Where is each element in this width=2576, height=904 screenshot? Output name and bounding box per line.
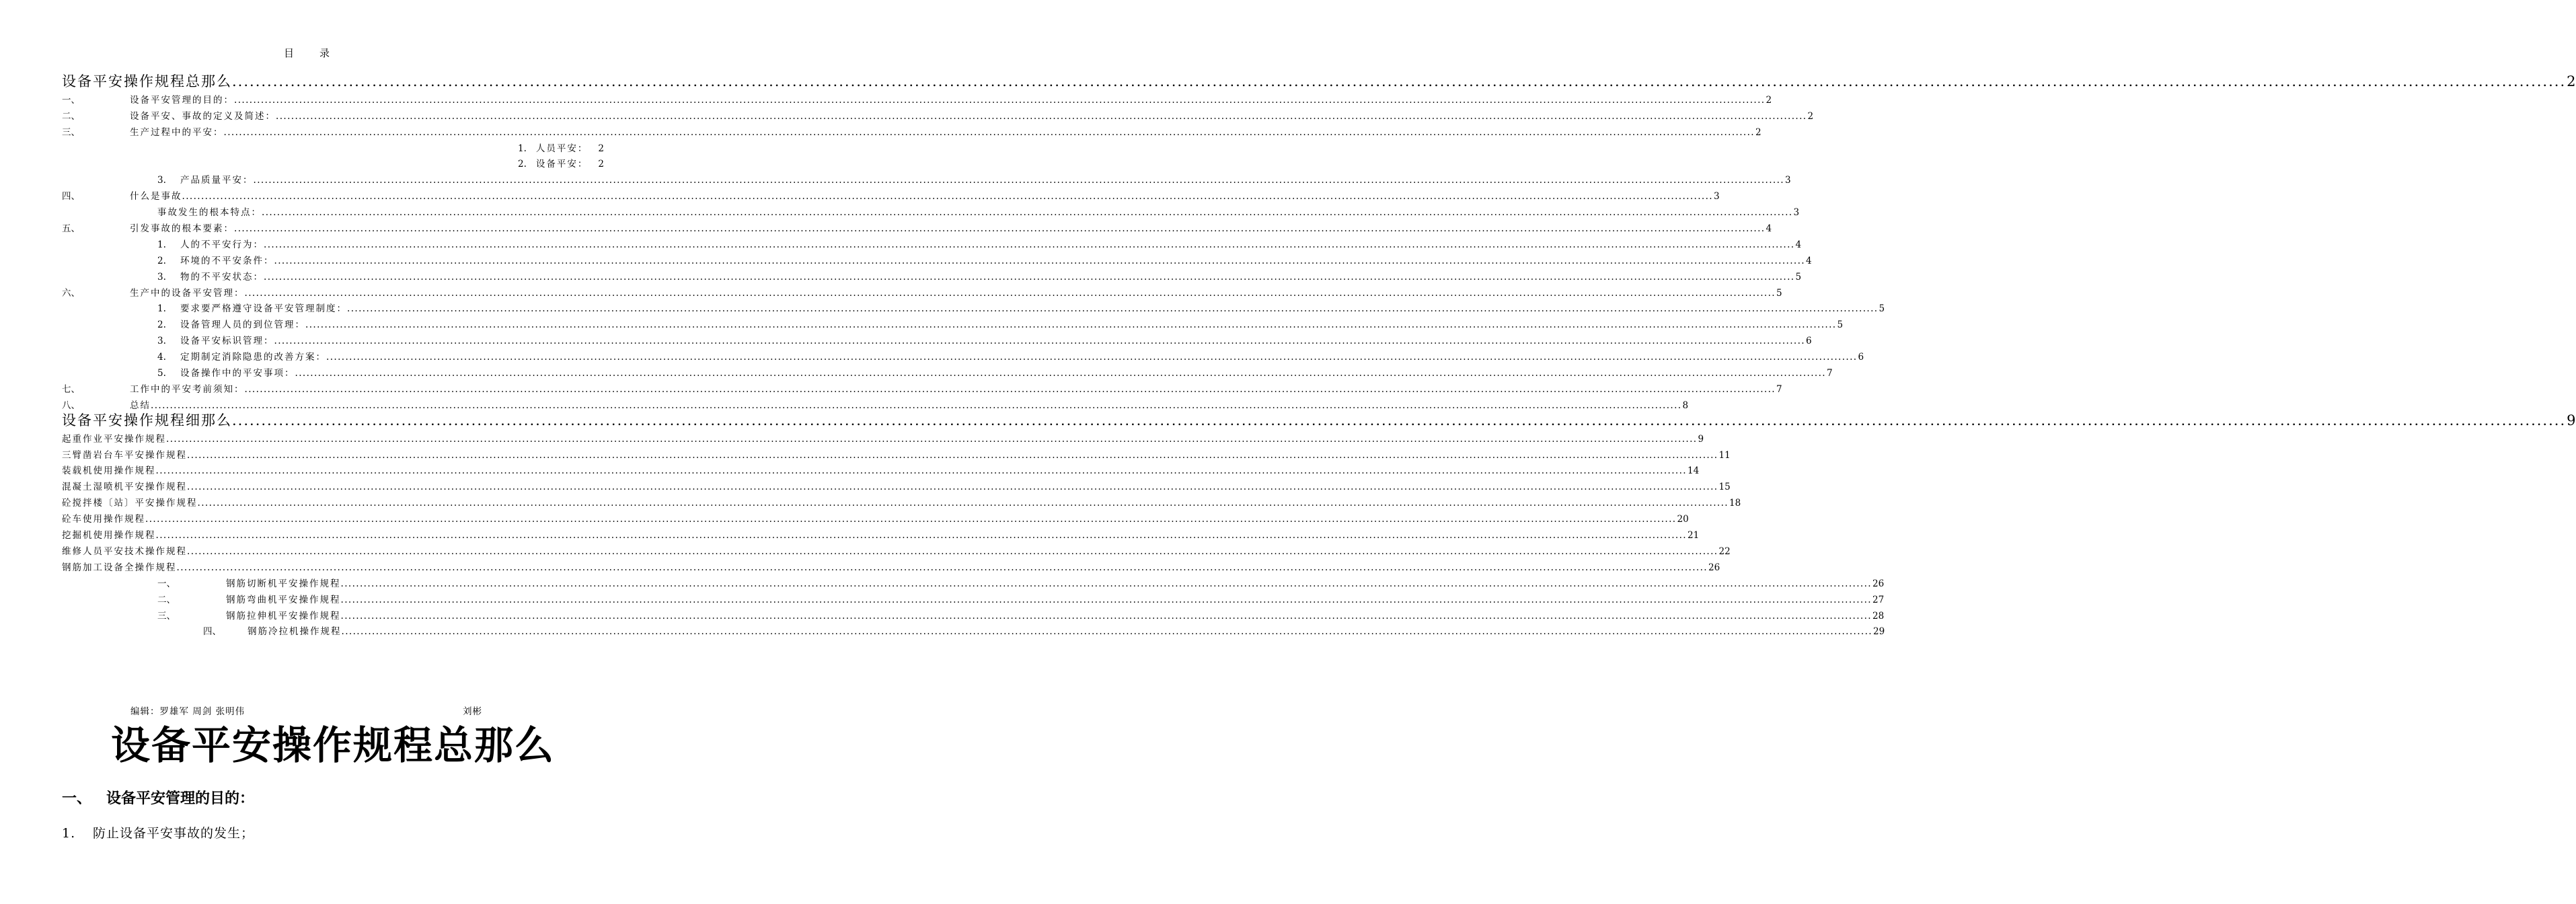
- toc-page-number: 2: [1807, 110, 1814, 122]
- toc-leader-dots: ................................................................................................................................................................................................................................................................................................................................................................................................................: [244, 287, 1776, 299]
- toc-leader-dots: ................................................................................................................................................................................................................................................................................................................................................................................................................: [223, 126, 1755, 138]
- toc-entry[interactable]: [62, 267, 1802, 283]
- toc-leader-dots: ................................................................................................................................................................................................................................................................................................................................................................................................................: [253, 175, 1785, 186]
- toc-entry-title: 钢筋切断机平安操作规程: [226, 578, 341, 589]
- toc-entry-number: 四、: [203, 626, 221, 638]
- toc-entry-title: 物的不平安状态：: [180, 271, 264, 282]
- toc-leader-dots: ................................................................................................................................................................................................................................................................................................................................................................................................................: [176, 562, 1708, 573]
- toc-entry[interactable]: [62, 235, 1802, 251]
- toc-entry[interactable]: [62, 186, 1720, 202]
- section-heading: [62, 787, 254, 808]
- toc-entry-title: 砼搅拌楼〔站〕平安操作规程: [62, 498, 198, 509]
- toc-page-number: 7: [1776, 383, 1782, 395]
- toc-entry[interactable]: [62, 622, 1885, 638]
- toc-entry-number: 一、: [62, 94, 80, 106]
- toc-page-number: 22: [1718, 545, 1731, 557]
- toc-entry-number: 3.: [157, 175, 166, 186]
- toc-entry[interactable]: [62, 219, 1772, 235]
- toc-entry[interactable]: [62, 251, 1812, 267]
- toc-entry-number: 2.: [518, 159, 527, 170]
- toc-leader-dots: ................................................................................................................................................................................................................................................................................................................................................................................................................: [187, 482, 1718, 493]
- toc-page-number: 11: [1718, 449, 1731, 461]
- toc-entry-number: 3.: [157, 271, 166, 282]
- toc-leader-dots: ................................................................................................................................................................................................................................................................................................................................................................................................................: [232, 73, 2567, 89]
- toc-leader-dots: ................................................................................................................................................................................................................................................................................................................................................................................................................: [244, 383, 1776, 395]
- toc-entry[interactable]: [62, 445, 1731, 461]
- toc-entry[interactable]: [62, 429, 1704, 445]
- toc-entry-title: 生产过程中的平安：: [130, 126, 224, 138]
- toc-page-number: 7: [1827, 368, 1833, 379]
- toc-entry-title: 设备平安：: [535, 159, 589, 170]
- toc-page-number: 5: [1879, 303, 1885, 315]
- toc-page-number: 4: [1795, 239, 1802, 250]
- table-of-contents: [62, 73, 2576, 638]
- toc-entry[interactable]: [62, 541, 1731, 558]
- toc-entry-number: 2.: [157, 255, 166, 266]
- toc-page-number: 9: [1698, 433, 1704, 445]
- toc-entry[interactable]: [62, 396, 1689, 412]
- toc-leader-dots: ................................................................................................................................................................................................................................................................................................................................................................................................................: [340, 610, 1872, 622]
- toc-page-number: 26: [1708, 562, 1720, 573]
- toc-entry[interactable]: [62, 90, 1772, 106]
- toc-entry-title: 事故发生的根本特点：: [157, 207, 262, 219]
- toc-page-number: 29: [1873, 626, 1885, 638]
- toc-page-number: 3: [1785, 175, 1791, 186]
- toc-entry-title: 三臂凿岩台车平安操作规程: [62, 449, 187, 461]
- toc-entry[interactable]: [62, 331, 1812, 347]
- toc-page-number: 2: [598, 159, 604, 170]
- toc-entry-number: 5.: [157, 368, 166, 379]
- toc-page-number: 3: [1714, 191, 1720, 202]
- toc-entry[interactable]: [62, 299, 1885, 315]
- toc-entry[interactable]: [62, 477, 1731, 493]
- toc-leader-dots: ................................................................................................................................................................................................................................................................................................................................................................................................................: [274, 336, 1806, 347]
- toc-entry-title: 设备平安、事故的定义及简述：: [130, 110, 276, 122]
- toc-entry-number: 二、: [62, 110, 80, 122]
- toc-page-number: 21: [1688, 530, 1700, 541]
- toc-entry[interactable]: [62, 283, 1782, 299]
- toc-entry-title: 人员平安：: [535, 143, 589, 154]
- toc-entry-number: 一、: [157, 578, 176, 589]
- toc-leader-dots: ................................................................................................................................................................................................................................................................................................................................................................................................................: [151, 400, 1682, 411]
- toc-entry[interactable]: [62, 493, 1741, 509]
- toc-page-number: 6: [1858, 352, 1864, 363]
- toc-leader-dots: ................................................................................................................................................................................................................................................................................................................................................................................................................: [340, 594, 1872, 605]
- toc-leader-dots: ................................................................................................................................................................................................................................................................................................................................................................................................................: [305, 319, 1837, 331]
- toc-entry[interactable]: [62, 525, 1700, 541]
- toc-leader-dots: ................................................................................................................................................................................................................................................................................................................................................................................................................: [234, 94, 1766, 106]
- toc-entry[interactable]: [62, 122, 1761, 139]
- toc-entry[interactable]: [62, 202, 1800, 219]
- toc-entry-number: 1.: [157, 239, 166, 250]
- toc-entry-number: 三、: [157, 610, 176, 622]
- toc-entry-title: 钢筋拉伸机平安操作规程: [226, 610, 341, 622]
- toc-entry-number: 三、: [62, 126, 80, 138]
- toc-entry[interactable]: [62, 139, 604, 155]
- main-title: 设备平安操作规程总那么: [110, 722, 555, 768]
- toc-entry-title: 维修人员平安技术操作规程: [62, 545, 187, 557]
- toc-entry-number: 四、: [62, 191, 80, 202]
- toc-entry-title: 混凝土湿喷机平安操作规程: [62, 482, 187, 493]
- list-item: [62, 823, 254, 841]
- toc-page-number: 6: [1806, 336, 1812, 347]
- toc-page-number: 2: [1766, 94, 1772, 106]
- toc-page-number: 8: [1682, 400, 1689, 411]
- toc-page-number: 9: [2567, 412, 2576, 428]
- editor-last-name: 刘彬: [463, 706, 482, 717]
- toc-entry[interactable]: [62, 574, 1885, 590]
- toc-page-number: 18: [1729, 498, 1741, 509]
- toc-page-number: 27: [1872, 594, 1885, 605]
- toc-entry-title: 工作中的平安考前须知：: [130, 383, 245, 395]
- section-number: 一、: [62, 790, 92, 807]
- toc-entry-title: 设备操作中的平安事项：: [180, 368, 295, 379]
- toc-entry[interactable]: [62, 315, 1844, 331]
- toc-leader-dots: ................................................................................................................................................................................................................................................................................................................................................................................................................: [262, 207, 1793, 219]
- toc-page-number: 2: [598, 143, 604, 154]
- toc-entry[interactable]: [62, 106, 1814, 122]
- toc-entry-number: 1.: [518, 143, 527, 154]
- toc-entry[interactable]: [62, 509, 1689, 525]
- toc-entry-title: 起重作业平安操作规程: [62, 433, 166, 445]
- toc-entry-title: 装载机使用操作规程: [62, 465, 156, 477]
- toc-page-number: 2: [2567, 73, 2576, 89]
- toc-entry-title: 环境的不平安条件：: [180, 255, 274, 266]
- toc-entry-number: 2.: [157, 319, 166, 331]
- toc-leader-dots: ................................................................................................................................................................................................................................................................................................................................................................................................................: [232, 412, 2567, 428]
- toc-leader-dots: ................................................................................................................................................................................................................................................................................................................................................................................................................: [187, 449, 1718, 461]
- toc-page-number: 4: [1806, 255, 1812, 266]
- toc-entry-title: 钢筋弯曲机平安操作规程: [226, 594, 341, 605]
- toc-leader-dots: ................................................................................................................................................................................................................................................................................................................................................................................................................: [295, 368, 1827, 379]
- toc-entry[interactable]: [62, 170, 1791, 186]
- editor-names: 编辑：罗雄军 周剑 张明伟: [130, 706, 245, 717]
- toc-page-number: 5: [1776, 287, 1782, 299]
- toc-leader-dots: ................................................................................................................................................................................................................................................................................................................................................................................................................: [326, 352, 1858, 363]
- toc-page-number: 3: [1793, 207, 1800, 219]
- toc-page-number: 15: [1718, 482, 1731, 493]
- toc-entry[interactable]: [62, 379, 1782, 396]
- toc-entry-title: 引发事故的根本要素：: [130, 223, 234, 235]
- toc-leader-dots: ................................................................................................................................................................................................................................................................................................................................................................................................................: [197, 498, 1729, 509]
- toc-entry-number: 八、: [62, 400, 80, 411]
- toc-leader-dots: ................................................................................................................................................................................................................................................................................................................................................................................................................: [347, 303, 1879, 315]
- toc-entry-title: 设备平安操作规程细那么: [62, 412, 232, 428]
- toc-entry[interactable]: [62, 606, 1885, 622]
- toc-entry-title: 砼车使用操作规程: [62, 514, 145, 525]
- toc-page-number: 4: [1766, 223, 1772, 235]
- toc-leader-dots: ................................................................................................................................................................................................................................................................................................................................................................................................................: [166, 433, 1698, 445]
- toc-leader-dots: ................................................................................................................................................................................................................................................................................................................................................................................................................: [155, 465, 1688, 477]
- toc-entry-number: 六、: [62, 287, 80, 299]
- toc-leader-dots: ................................................................................................................................................................................................................................................................................................................................................................................................................: [187, 545, 1718, 557]
- toc-entry-number: 4.: [157, 352, 166, 363]
- toc-entry-title: 设备管理人员的到位管理：: [180, 319, 305, 331]
- toc-page-number: 14: [1688, 465, 1700, 477]
- toc-leader-dots: ................................................................................................................................................................................................................................................................................................................................................................................................................: [340, 578, 1872, 589]
- toc-entry-title: 设备平安操作规程总那么: [62, 73, 232, 89]
- toc-leader-dots: ................................................................................................................................................................................................................................................................................................................................................................................................................: [182, 191, 1714, 202]
- toc-entry-title: 钢筋冷拉机操作规程: [248, 626, 342, 638]
- list-item-number: 1.: [62, 826, 76, 841]
- toc-entry[interactable]: [62, 412, 2576, 429]
- toc-leader-dots: ................................................................................................................................................................................................................................................................................................................................................................................................................: [234, 223, 1766, 235]
- toc-entry-number: 五、: [62, 223, 80, 235]
- toc-entry[interactable]: [62, 461, 1700, 478]
- toc-leader-dots: ................................................................................................................................................................................................................................................................................................................................................................................................................: [145, 514, 1677, 525]
- toc-title: 目录: [283, 47, 355, 59]
- toc-entry-number: 3.: [157, 336, 166, 347]
- toc-entry-title: 生产中的设备平安管理：: [130, 287, 245, 299]
- toc-entry-title: 要求要严格遵守设备平安管理制度：: [180, 303, 347, 315]
- toc-page-number: 2: [1755, 126, 1761, 138]
- toc-entry-title: 定期制定消除隐患的改善方案：: [180, 352, 326, 363]
- toc-page-number: 5: [1837, 319, 1844, 331]
- toc-entry-title: 产品质量平安：: [180, 175, 254, 186]
- toc-leader-dots: ................................................................................................................................................................................................................................................................................................................................................................................................................: [274, 255, 1806, 266]
- toc-page-number: 5: [1795, 271, 1802, 282]
- list-item-text: 防止设备平安事故的发生；: [93, 826, 255, 841]
- toc-page-number: 26: [1872, 578, 1885, 589]
- toc-page-number: 28: [1872, 610, 1885, 622]
- toc-page-number: 20: [1677, 514, 1689, 525]
- toc-entry-number: 七、: [62, 383, 80, 395]
- toc-entry-number: 二、: [157, 594, 176, 605]
- toc-entry[interactable]: [62, 155, 604, 171]
- section-title: 设备平安管理的目的：: [106, 790, 255, 807]
- toc-entry-number: 1.: [157, 303, 166, 315]
- toc-entry[interactable]: [62, 558, 1720, 574]
- toc-entry[interactable]: [62, 590, 1885, 606]
- editors-line: [130, 704, 507, 717]
- toc-leader-dots: ................................................................................................................................................................................................................................................................................................................................................................................................................: [341, 626, 1873, 638]
- toc-leader-dots: ................................................................................................................................................................................................................................................................................................................................................................................................................: [155, 530, 1688, 541]
- toc-entry-title: 挖掘机使用操作规程: [62, 530, 156, 541]
- toc-entry-title: 钢筋加工设备全操作规程: [62, 562, 177, 573]
- toc-entry-title: 人的不平安行为：: [180, 239, 264, 250]
- toc-entry-title: 总结: [130, 400, 151, 411]
- toc-leader-dots: ................................................................................................................................................................................................................................................................................................................................................................................................................: [264, 271, 1795, 282]
- toc-entry[interactable]: [62, 347, 1864, 363]
- toc-entry-title: 设备平安管理的目的：: [130, 94, 234, 106]
- toc-entry[interactable]: [62, 73, 2576, 90]
- toc-leader-dots: ................................................................................................................................................................................................................................................................................................................................................................................................................: [276, 110, 1807, 122]
- toc-entry[interactable]: [62, 363, 1833, 379]
- toc-entry-title: 什么是事故: [130, 191, 182, 202]
- toc-entry-title: 设备平安标识管理：: [180, 336, 274, 347]
- toc-leader-dots: ................................................................................................................................................................................................................................................................................................................................................................................................................: [264, 239, 1795, 250]
